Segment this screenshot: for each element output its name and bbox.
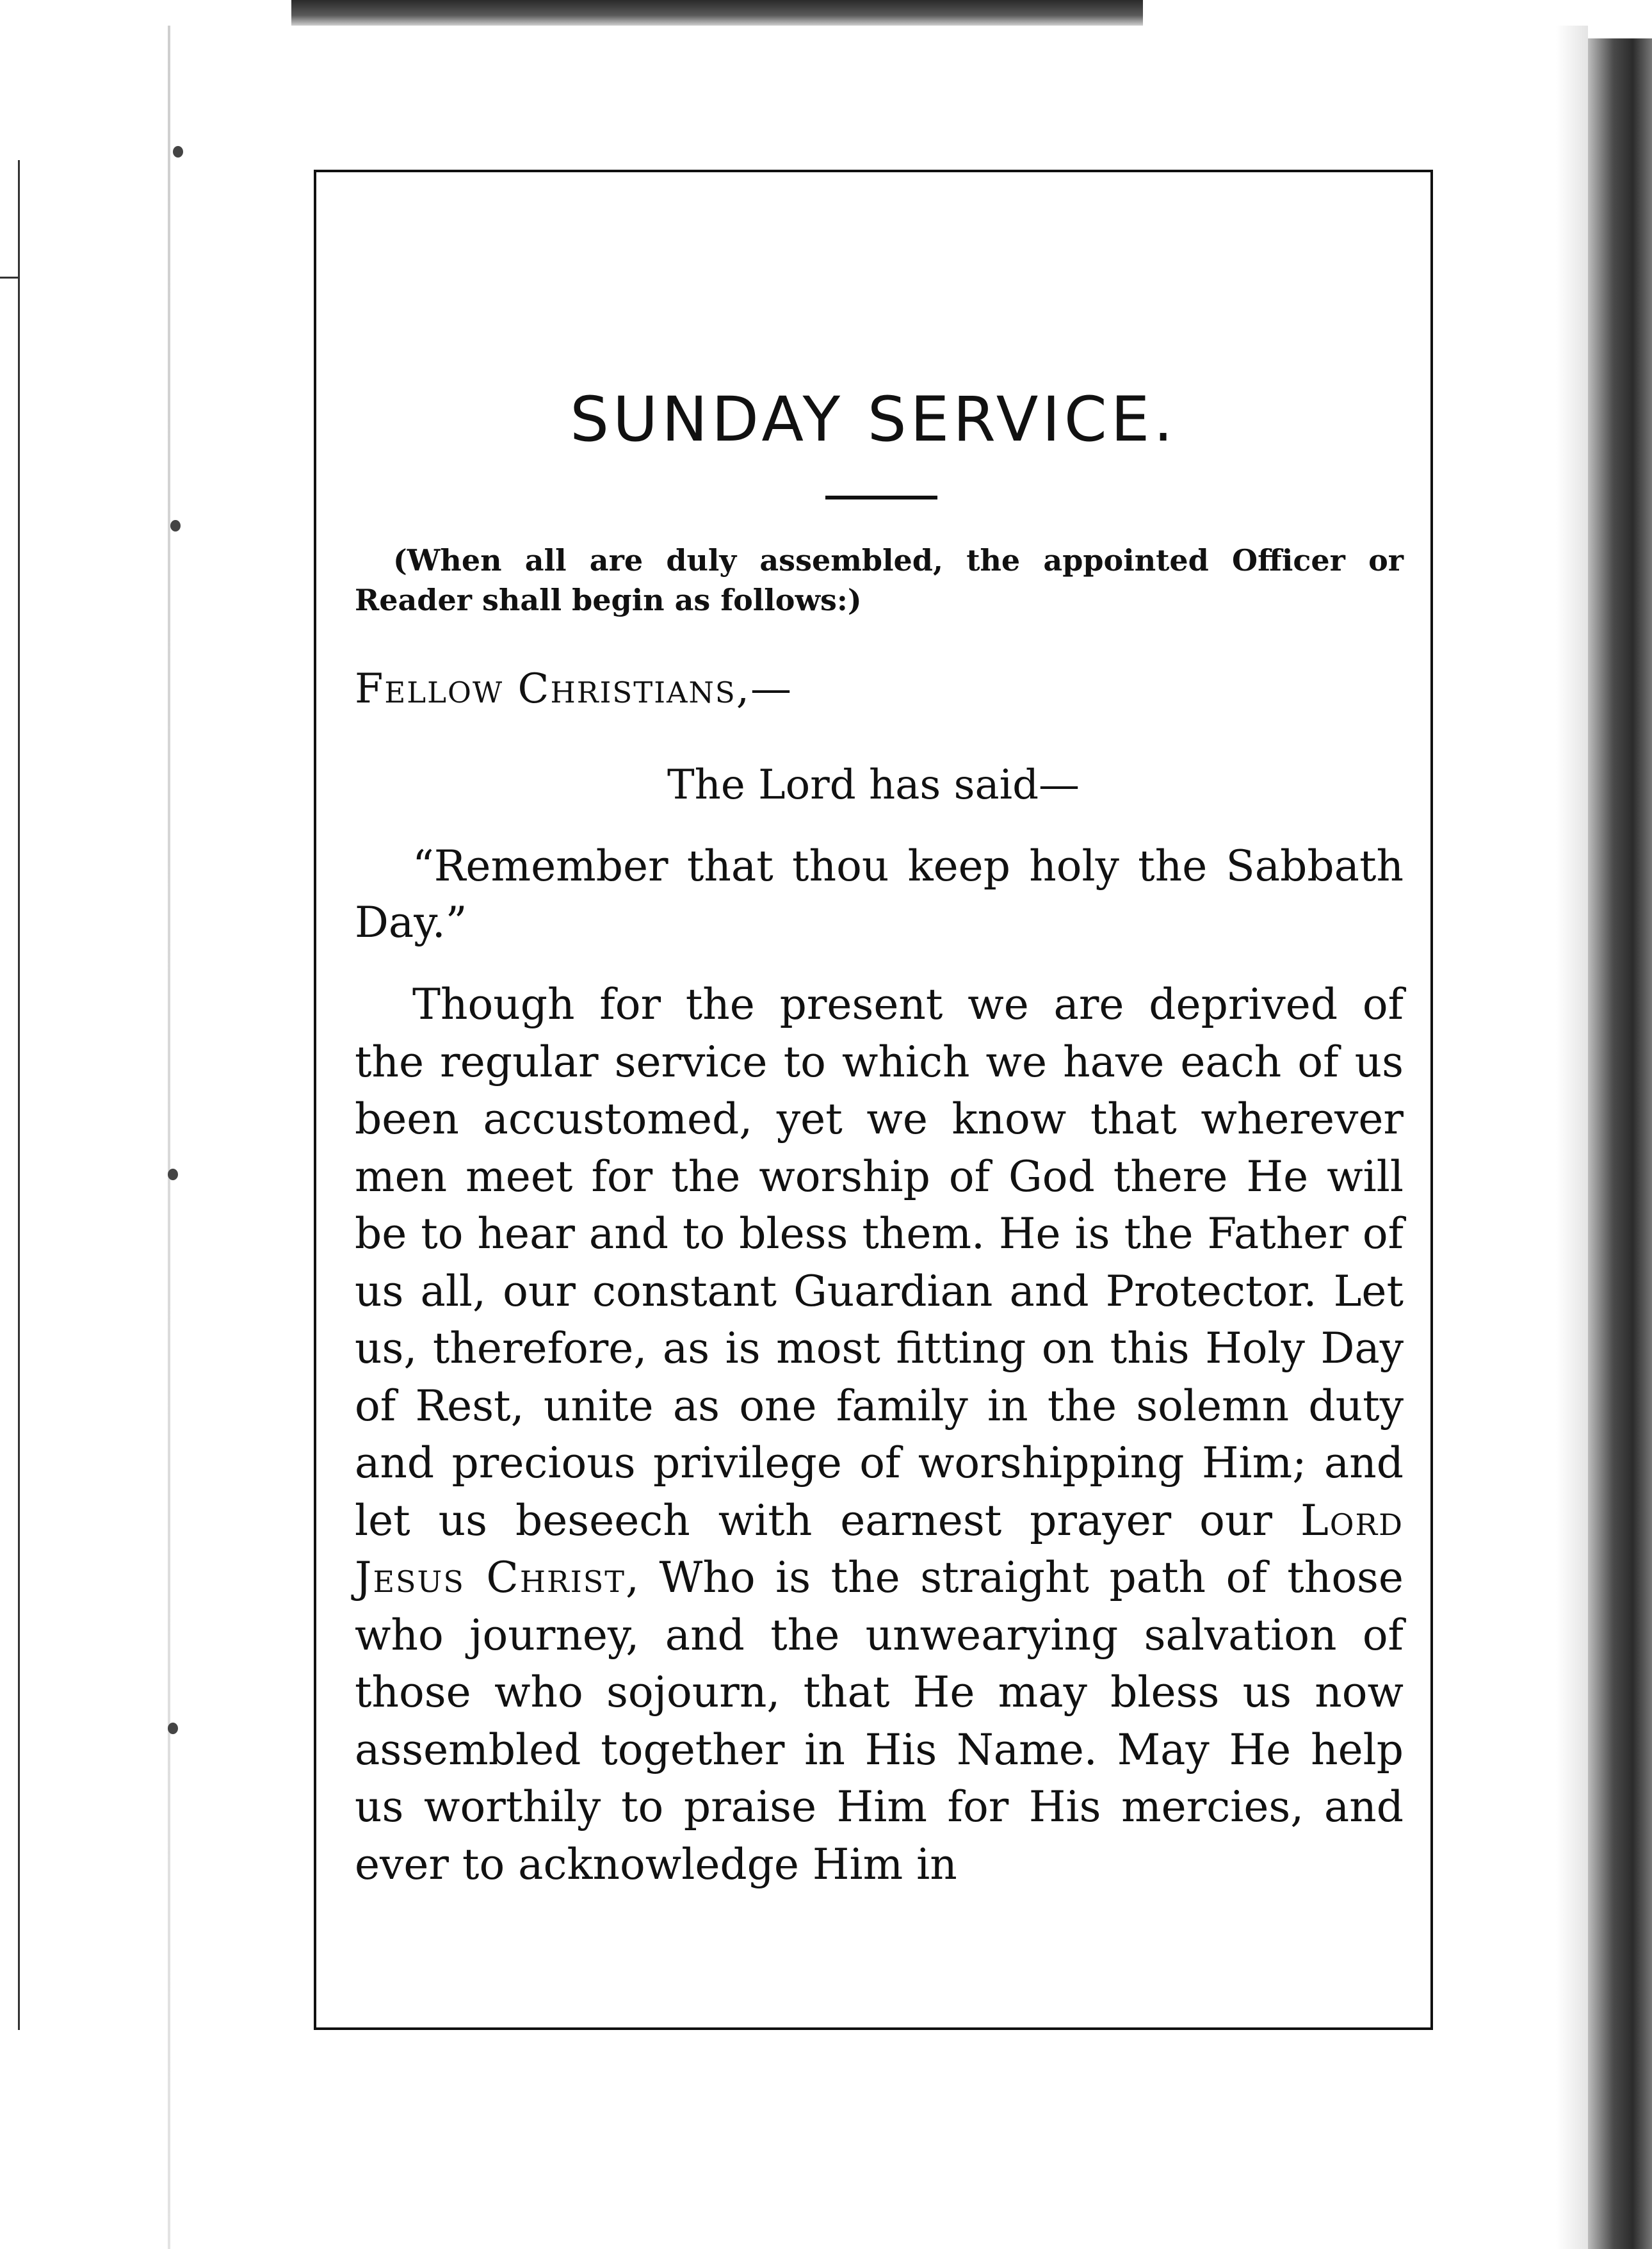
body-divine-name: Lord Jesus Christ	[355, 1495, 1404, 1602]
facing-page-edge	[0, 160, 20, 2030]
page-edge-shade	[1556, 26, 1588, 2249]
body-paragraph	[355, 976, 1404, 1893]
binding-mark	[168, 1723, 178, 1734]
title-rule	[825, 496, 937, 499]
scripture-quote: “Remember that thou keep holy the Sabbath Day.”	[355, 841, 1404, 947]
salutation	[355, 665, 793, 713]
page-title: SUNDAY SERVICE.	[570, 384, 1177, 455]
scan-top-edge	[291, 0, 1143, 26]
binding-mark	[168, 1169, 178, 1180]
facing-page-rule	[0, 277, 18, 279]
intro-line: The Lord has said—	[667, 761, 1080, 809]
rubric-instruction: (When all are duly assembled, the appointed Officer or Reader shall begin as follows:)	[355, 543, 1404, 617]
book-edge	[1588, 38, 1652, 2249]
body-text-part: Though for the present we are deprived of the regular service to which we have each of us been accustomed, yet we know that wherever men meet for the worship of God there He will be to hear and to bless them. He is the Father of us all, our constant Guardian and Protector. Let us, therefore, as is most fitting on this Holy Day of Rest, unite as one family in the solemn duty and precious privilege of worshipping Him; and let us beseech with earnest prayer our	[355, 980, 1404, 1545]
text-frame	[314, 170, 1433, 2030]
body-text-part: , Who is the straight path of those who journey, and the unwearying salvation of those who sojourn, that He may bless us now assembled together in His Name. May He help us worthily to praise Him for His mercies, and ever to acknowledge Him in	[355, 1553, 1404, 1889]
salutation-text: Fellow Christians,—	[355, 665, 793, 713]
binding-mark	[170, 520, 181, 532]
binding-mark	[173, 146, 183, 158]
page-gutter	[168, 26, 170, 2249]
